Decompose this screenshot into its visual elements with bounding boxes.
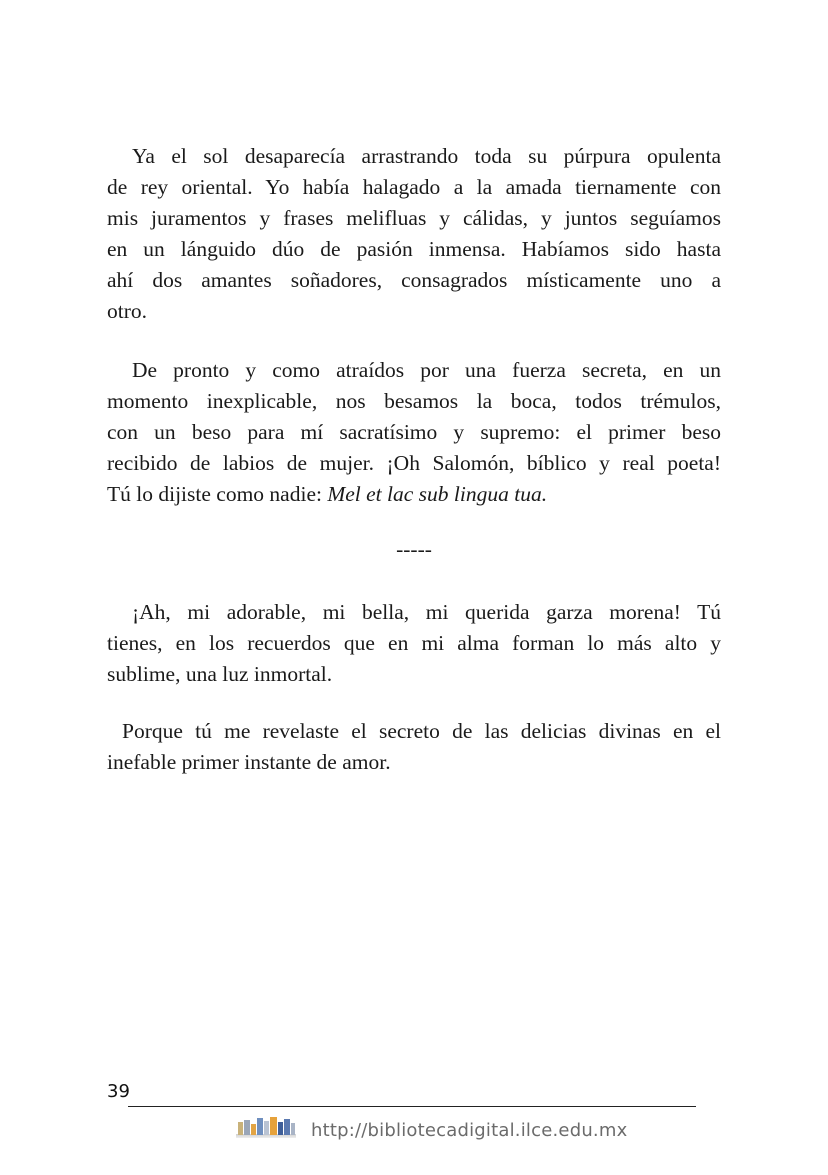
books-logo-icon — [235, 1114, 297, 1140]
text-line: recibido de labios de mujer. ¡Oh Salomón, bíblico y real poeta! — [107, 451, 721, 475]
text-line: momento inexplicable, nos besamos la boca, todos trémulos, — [107, 389, 721, 413]
footer-divider — [128, 1106, 696, 1107]
latin-quote: Mel et lac sub lingua tua. — [327, 482, 548, 506]
section-separator: ----- — [396, 537, 432, 561]
text-line-prefix: Tú lo dijiste como nadie: — [107, 482, 328, 506]
paragraph-2 — [107, 355, 721, 510]
body-text-fourth — [107, 716, 721, 778]
text-line — [107, 479, 721, 510]
text-line: mis juramentos y frases melifluas y cálidas, y juntos seguíamos — [107, 206, 721, 230]
body-text-second — [107, 355, 721, 510]
text-line: con un beso para mí sacratísimo y supremo: el primer beso — [107, 420, 721, 444]
paragraph-4 — [107, 716, 721, 778]
body-text-third — [107, 597, 721, 690]
body-text-top — [107, 141, 721, 327]
page-number: 39 — [107, 1081, 130, 1102]
text-line: en un lánguido dúo de pasión inmensa. Habíamos sido hasta — [107, 237, 721, 261]
text-line: Ya el sol desaparecía arrastrando toda su púrpura opulenta — [132, 144, 721, 168]
text-line: inefable primer instante de amor. — [107, 750, 391, 774]
text-line: ¡Ah, mi adorable, mi bella, mi querida garza morena! Tú — [132, 600, 721, 624]
text-line: tienes, en los recuerdos que en mi alma forman lo más alto y — [107, 631, 721, 655]
text-line: Porque tú me revelaste el secreto de las delicias divinas en el — [122, 719, 721, 743]
text-line: sublime, una luz inmortal. — [107, 662, 333, 686]
text-line: ahí dos amantes soñadores, consagrados místicamente uno a — [107, 268, 721, 292]
paragraph-3 — [107, 597, 721, 690]
paragraph-1 — [107, 141, 721, 327]
text-line: De pronto y como atraídos por una fuerza secreta, en un — [132, 358, 721, 382]
footer-url-link[interactable]: http://bibliotecadigital.ilce.edu.mx — [311, 1120, 628, 1141]
text-line: otro. — [107, 299, 148, 323]
text-line: de rey oriental. Yo había halagado a la amada tiernamente con — [107, 175, 721, 199]
